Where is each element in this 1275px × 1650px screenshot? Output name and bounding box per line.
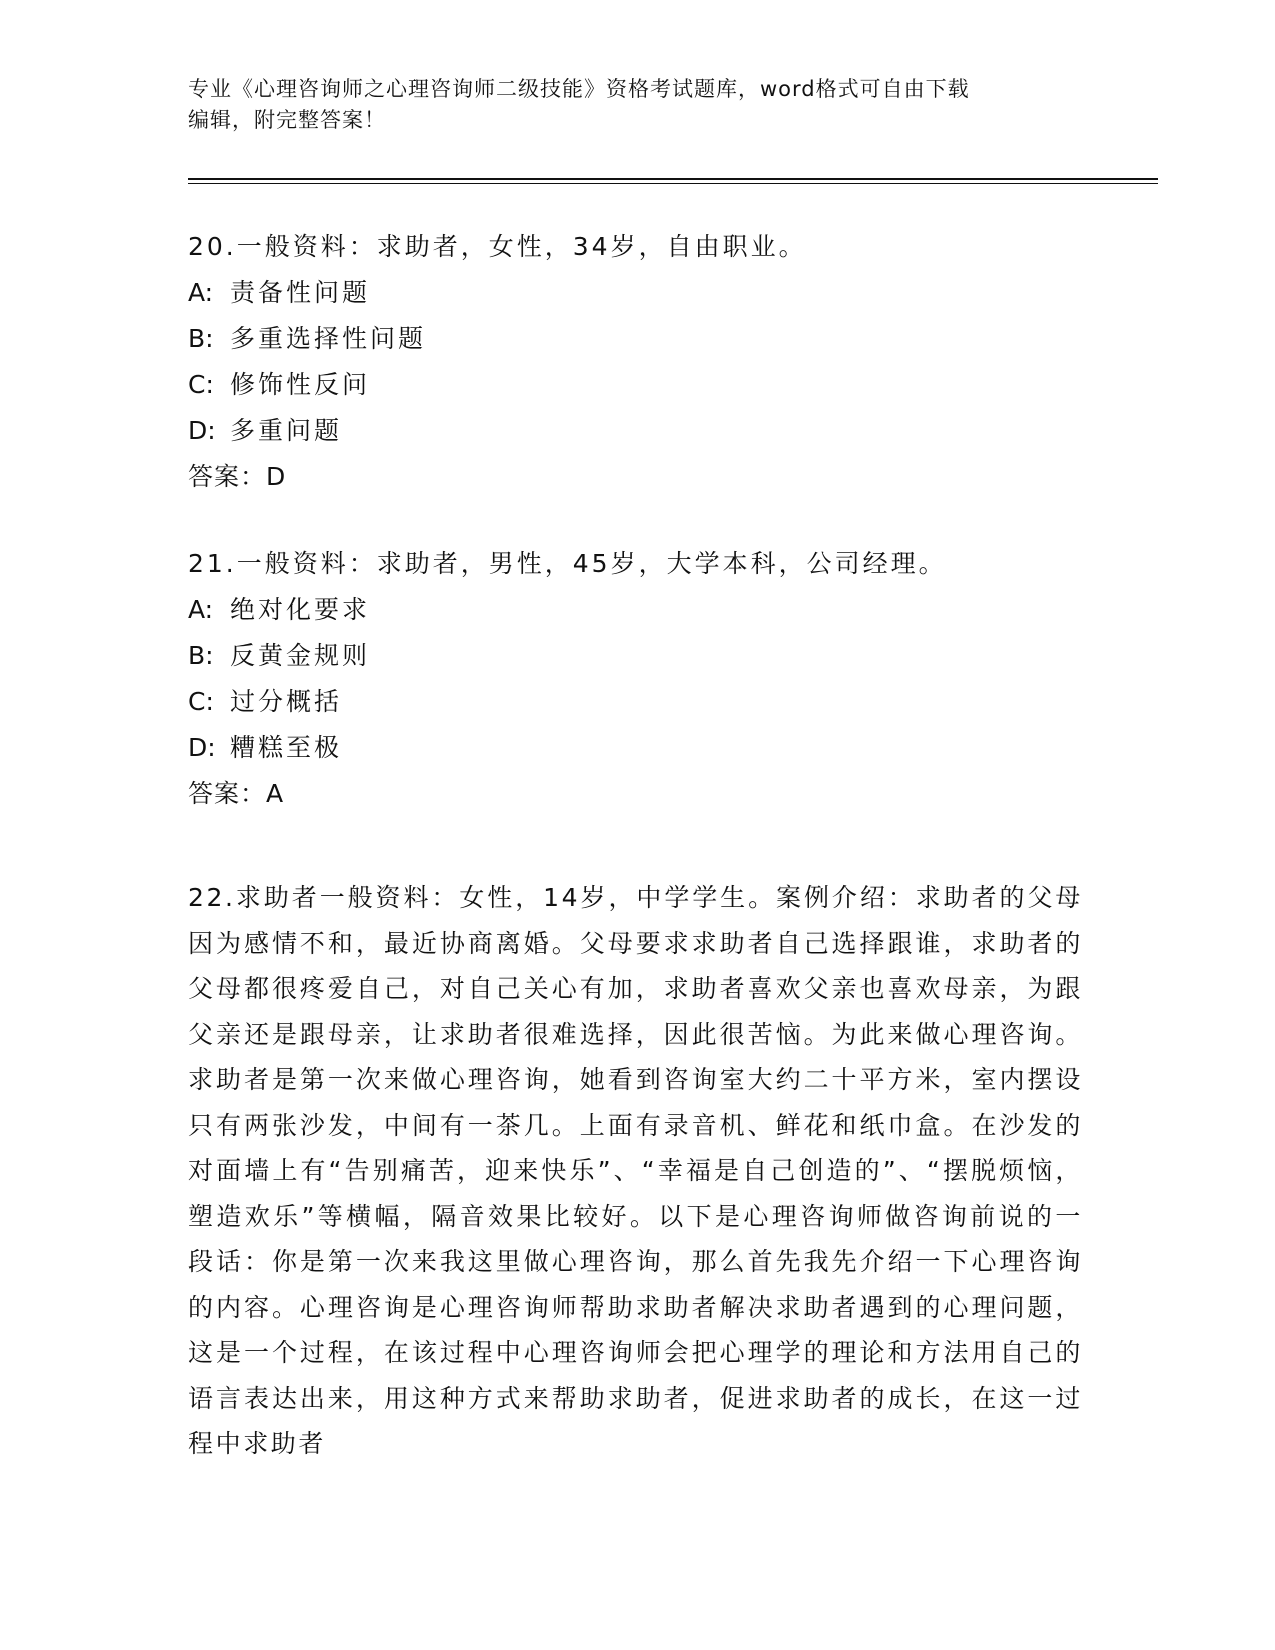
question-21 [188, 541, 1088, 817]
option-text: 绝对化要求 [230, 595, 371, 624]
option-text: 过分概括 [230, 687, 343, 716]
option-b [188, 633, 1088, 679]
header-line-1: 专业《心理咨询师之心理咨询师二级技能》资格考试题库，word格式可自由下载 [188, 77, 970, 101]
option-letter: A: [188, 278, 214, 307]
question-22-text: 22.求助者一般资料：女性，14岁，中学学生。案例介绍：求助者的父母因为感情不和，最近协商离婚。父母要求求助者自己选择跟谁，求助者的父母都很疼爱自己，对自己关心有加，求助者喜欢父亲也喜欢母亲，为跟父亲还是跟母亲，让求助者很难选择，因此很苦恼。为此来做心理咨询。求助者是第一次来做心理咨询，她看到咨询室大约二十平方米，室内摆设只有两张沙发，中间有一茶几。上面有录音机、鲜花和纸巾盒。在沙发的对面墙上有“告别痛苦，迎来快乐”、“幸福是自己创造的”、“摆脱烦恼，塑造欢乐”等横幅，隔音效果比较好。以下是心理咨询师做咨询前说的一段话：你是第一次来我这里做心理咨询，那么首先我先介绍一下心理咨询的内容。心理咨询是心理咨询师帮助求助者解决求助者遇到的心理问题，这是一个过程，在该过程中心理咨询师会把心理学的理论和方法用自己的语言表达出来，用这种方式来帮助求助者，促进求助者的成长，在这一过程中求助者 [188, 883, 1083, 1458]
option-text: 多重问题 [230, 416, 343, 445]
document-header [188, 74, 1088, 136]
option-a [188, 587, 1088, 633]
option-letter: B: [188, 324, 214, 353]
option-letter: C: [188, 370, 214, 399]
question-title: 20.一般资料：求助者，女性，34岁，自由职业。 [188, 232, 807, 261]
option-text: 责备性问题 [230, 278, 371, 307]
option-b [188, 316, 1088, 362]
option-text: 修饰性反问 [230, 370, 371, 399]
question-title: 21.一般资料：求助者，男性，45岁，大学本科，公司经理。 [188, 549, 947, 578]
option-letter: B: [188, 641, 214, 670]
option-text: 糟糕至极 [230, 733, 343, 762]
option-letter: D: [188, 733, 216, 762]
header-divider-thin [188, 183, 1158, 184]
option-letter: D: [188, 416, 216, 445]
option-d [188, 408, 1088, 454]
option-letter: C: [188, 687, 214, 716]
header-line-2: 编辑，附完整答案！ [188, 108, 386, 132]
option-text: 反黄金规则 [230, 641, 371, 670]
option-c [188, 362, 1088, 408]
option-letter: A: [188, 595, 214, 624]
answer-line: 答案：D [188, 462, 287, 491]
header-divider-thick [188, 178, 1158, 180]
option-a [188, 270, 1088, 316]
option-text: 多重选择性问题 [230, 324, 427, 353]
option-c [188, 679, 1088, 725]
option-d [188, 725, 1088, 771]
answer-line: 答案：A [188, 779, 285, 808]
question-20 [188, 224, 1088, 500]
